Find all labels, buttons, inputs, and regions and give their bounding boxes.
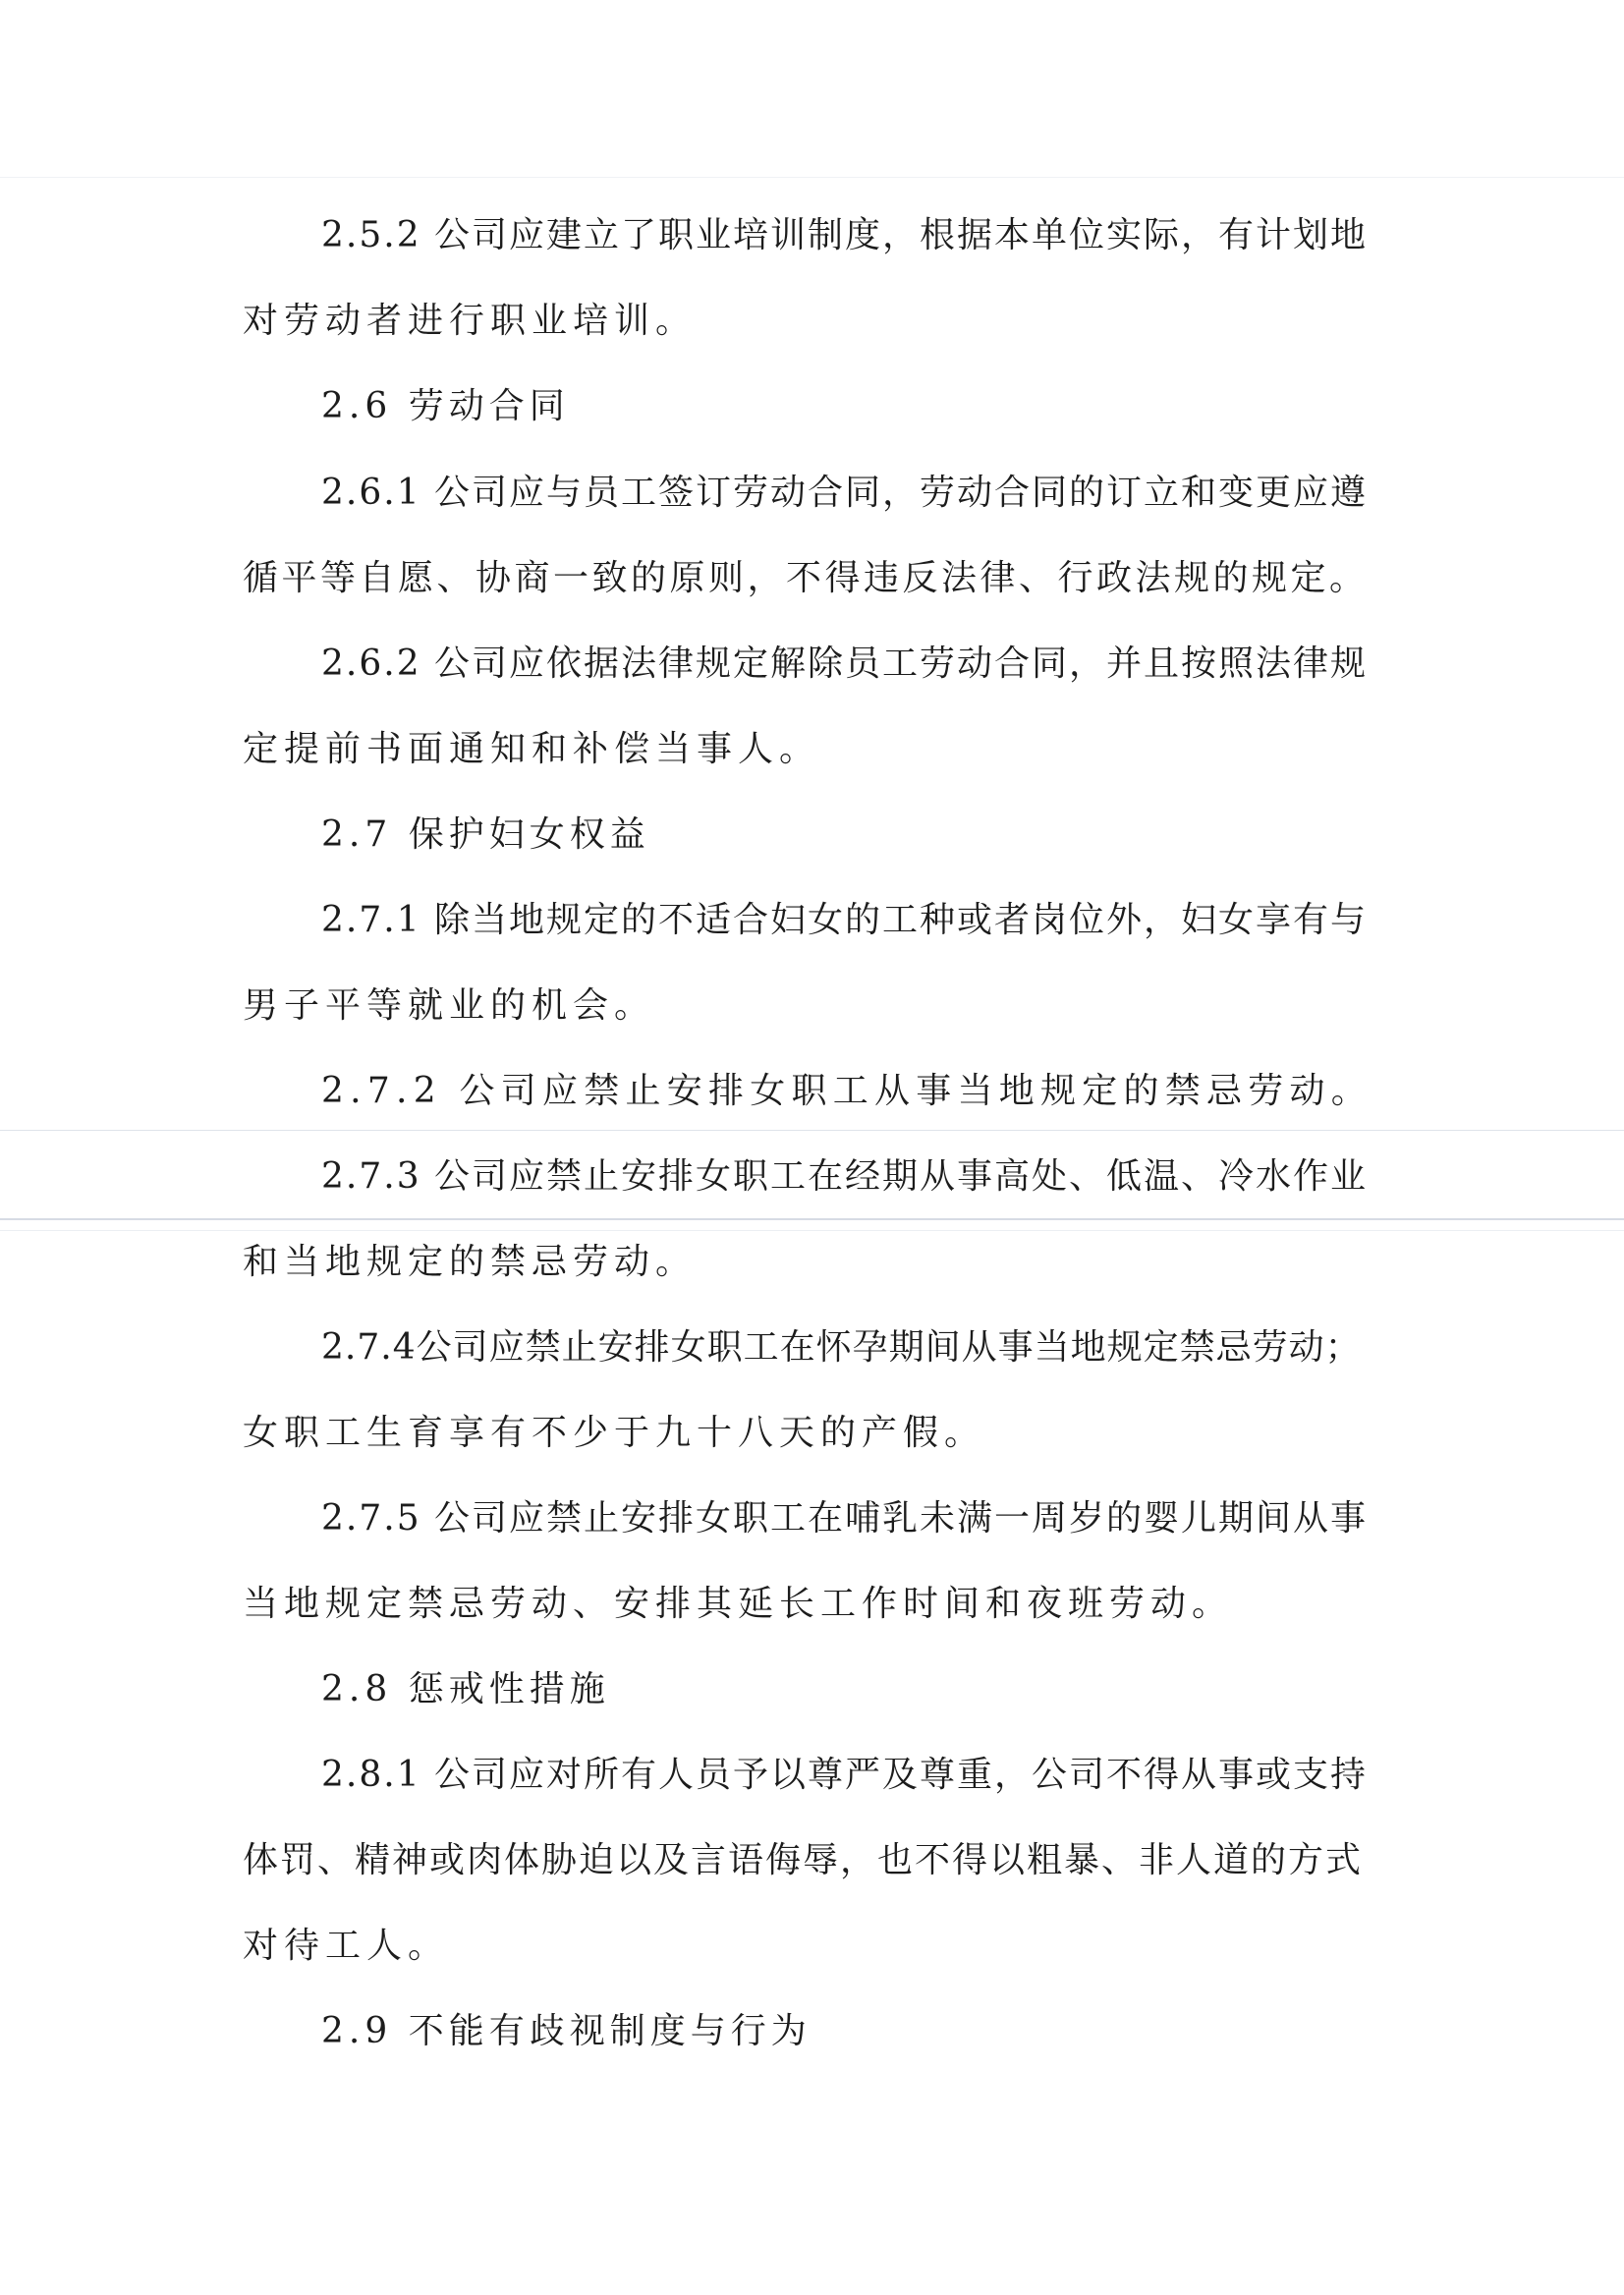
paragraph-2-7-2-line-1: 2.7.2 公司应禁止安排女职工从事当地规定的禁忌劳动。 <box>321 1071 1373 1111</box>
section-heading-2-7: 2.7 保护妇女权益 <box>321 814 650 855</box>
paragraph-2-7-3-line-2: 和当地规定的禁忌劳动。 <box>243 1242 698 1282</box>
paragraph-2-6-2-line-1: 2.6.2 公司应依据法律规定解除员工劳动合同，并且按照法律规 <box>321 644 1369 684</box>
section-heading-2-9: 2.9 不能有歧视制度与行为 <box>321 2011 812 2051</box>
paragraph-2-8-1-line-3: 对待工人。 <box>243 1926 450 1966</box>
paragraph-2-5-2-line-1: 2.5.2 公司应建立了职业培训制度，根据本单位实际，有计划地 <box>321 215 1369 255</box>
paragraph-2-5-2-line-2: 对劳动者进行职业培训。 <box>243 301 698 341</box>
paragraph-2-7-5-line-2: 当地规定禁忌劳动、安排其延长工作时间和夜班劳动。 <box>243 1584 1234 1624</box>
paragraph-2-7-5-line-1: 2.7.5 公司应禁止安排女职工在哺乳未满一周岁的婴儿期间从事 <box>321 1498 1369 1539</box>
section-heading-2-8: 2.8 惩戒性措施 <box>321 1669 610 1709</box>
paragraph-2-6-1-line-1: 2.6.1 公司应与员工签订劳动合同，劳动合同的订立和变更应遵 <box>321 473 1369 513</box>
scan-artifact-line <box>0 1230 1624 1231</box>
paragraph-2-7-1-line-2: 男子平等就业的机会。 <box>243 985 656 1026</box>
section-heading-2-6: 2.6 劳动合同 <box>321 386 570 426</box>
paragraph-2-6-2-line-2: 定提前书面通知和补偿当事人。 <box>243 729 821 769</box>
scan-artifact-line <box>0 1218 1624 1220</box>
paragraph-2-8-1-line-2: 体罚、精神或肉体胁迫以及言语侮辱，也不得以粗暴、非人道的方式 <box>243 1840 1364 1880</box>
paragraph-2-6-1-line-2: 循平等自愿、协商一致的原则，不得违反法律、行政法规的规定。 <box>243 558 1369 598</box>
paragraph-2-7-1-line-1: 2.7.1 除当地规定的不适合妇女的工种或者岗位外，妇女享有与 <box>321 900 1369 940</box>
paragraph-2-7-4-line-2: 女职工生育享有不少于九十八天的产假。 <box>243 1413 986 1453</box>
scan-artifact-line <box>0 1130 1624 1131</box>
paragraph-2-7-3-line-1: 2.7.3 公司应禁止安排女职工在经期从事高处、低温、冷水作业 <box>321 1156 1369 1197</box>
scan-artifact-line <box>0 177 1624 178</box>
paragraph-2-8-1-line-1: 2.8.1 公司应对所有人员予以尊严及尊重，公司不得从事或支持 <box>321 1755 1369 1795</box>
paragraph-2-7-4-line-1: 2.7.4公司应禁止安排女职工在怀孕期间从事当地规定禁忌劳动； <box>321 1327 1362 1368</box>
